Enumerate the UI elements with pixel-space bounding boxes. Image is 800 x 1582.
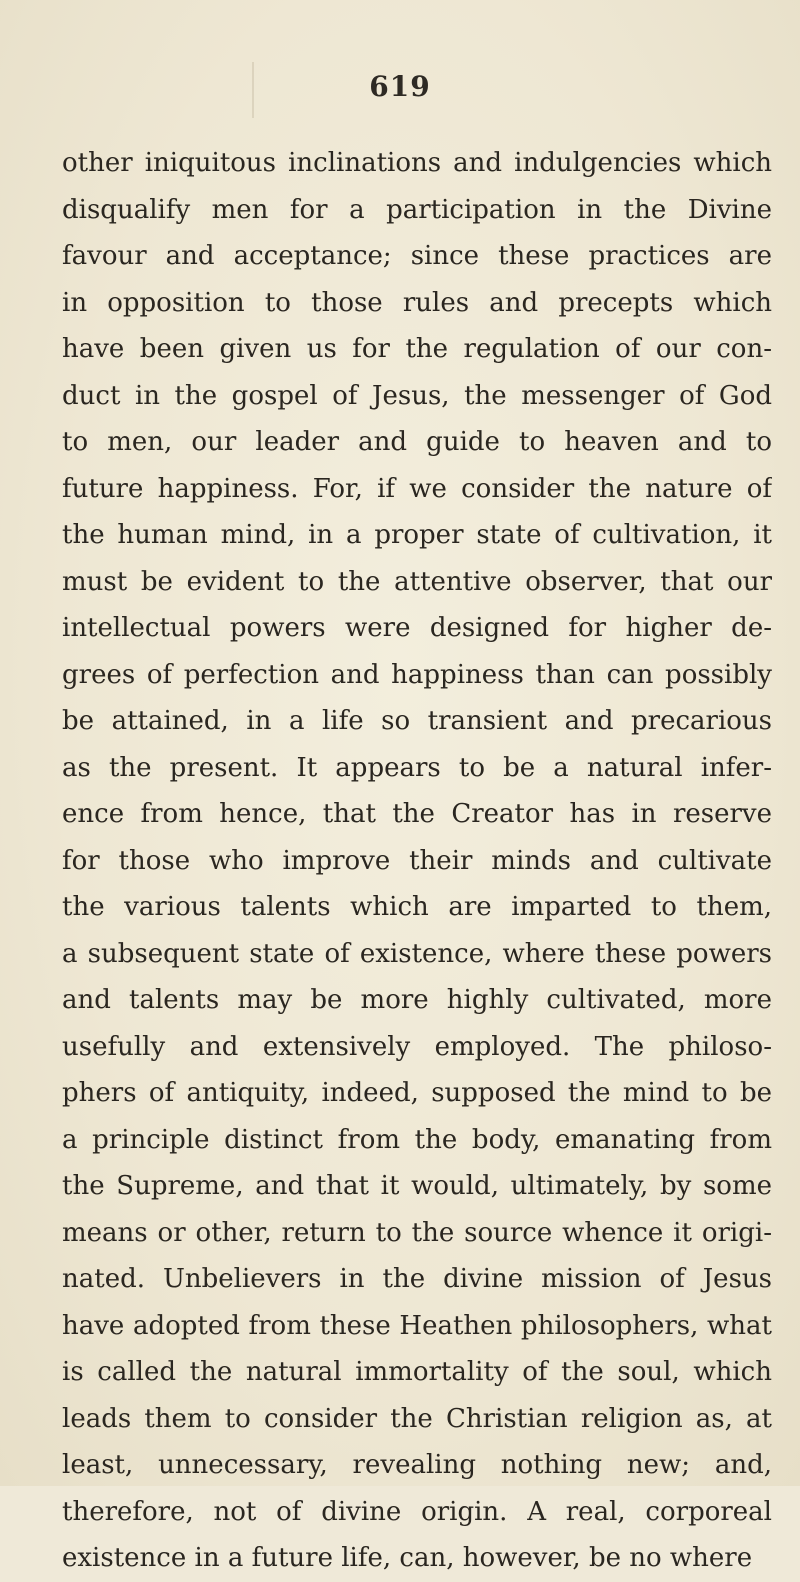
text-line: future happiness. For, if we consider the nature of — [62, 473, 772, 504]
page-number: 619 — [369, 70, 431, 103]
text-line: the human mind, in a proper state of cultivation, it — [62, 520, 772, 550]
text-line: as the present. It appears to be a natural infer- — [62, 752, 772, 783]
text-line: nated. Unbelievers in the divine mission of Jesus — [62, 1264, 772, 1294]
text-line: the various talents which are imparted to them, — [62, 892, 772, 922]
text-line: have been given us for the regulation of our con- — [62, 334, 772, 364]
text-line: means or other, return to the source whence it origi- — [62, 1217, 772, 1248]
text-line: existence in a future life, can, however, be no where — [62, 1543, 753, 1573]
text-line: the Supreme, and that it would, ultimately, by some — [62, 1171, 772, 1201]
text-line: other iniquitous inclinations and indulgencies which — [62, 148, 772, 178]
text-line: is called the natural immortality of the soul, which — [62, 1357, 772, 1387]
text-line: ence from hence, that the Creator has in reserve — [62, 799, 772, 829]
text-line: a principle distinct from the body, emanating from — [62, 1124, 772, 1155]
text-line: leads them to consider the Christian religion as, at — [62, 1403, 772, 1434]
text-line: least, unnecessary, revealing nothing new; and, — [62, 1450, 772, 1480]
body-text — [62, 140, 772, 1582]
text-line: grees of perfection and happiness than can possibly — [62, 659, 772, 690]
text-line: intellectual powers were designed for higher de- — [62, 613, 772, 643]
text-line: be attained, in a life so transient and precarious — [62, 706, 772, 736]
text-line: for those who improve their minds and cultivate — [62, 845, 772, 876]
text-line: have adopted from these Heathen philosophers, what — [62, 1310, 772, 1341]
text-line: usefully and extensively employed. The philoso- — [62, 1031, 772, 1062]
text-line: and talents may be more highly cultivated, more — [62, 985, 772, 1015]
text-line: favour and acceptance; since these practices are — [62, 241, 772, 271]
text-line: to men, our leader and guide to heaven and to — [62, 427, 772, 457]
text-line: in opposition to those rules and precepts which — [62, 287, 772, 318]
text-line: a subsequent state of existence, where these powers — [62, 938, 772, 969]
text-line: duct in the gospel of Jesus, the messenger of God — [62, 380, 772, 411]
text-line: must be evident to the attentive observer, that our — [62, 566, 772, 597]
text-line: phers of antiquity, indeed, supposed the mind to be — [62, 1078, 772, 1108]
text-line: disqualify men for a participation in the Divine — [62, 194, 772, 225]
text-line: therefore, not of divine origin. A real, corporeal — [62, 1496, 772, 1527]
